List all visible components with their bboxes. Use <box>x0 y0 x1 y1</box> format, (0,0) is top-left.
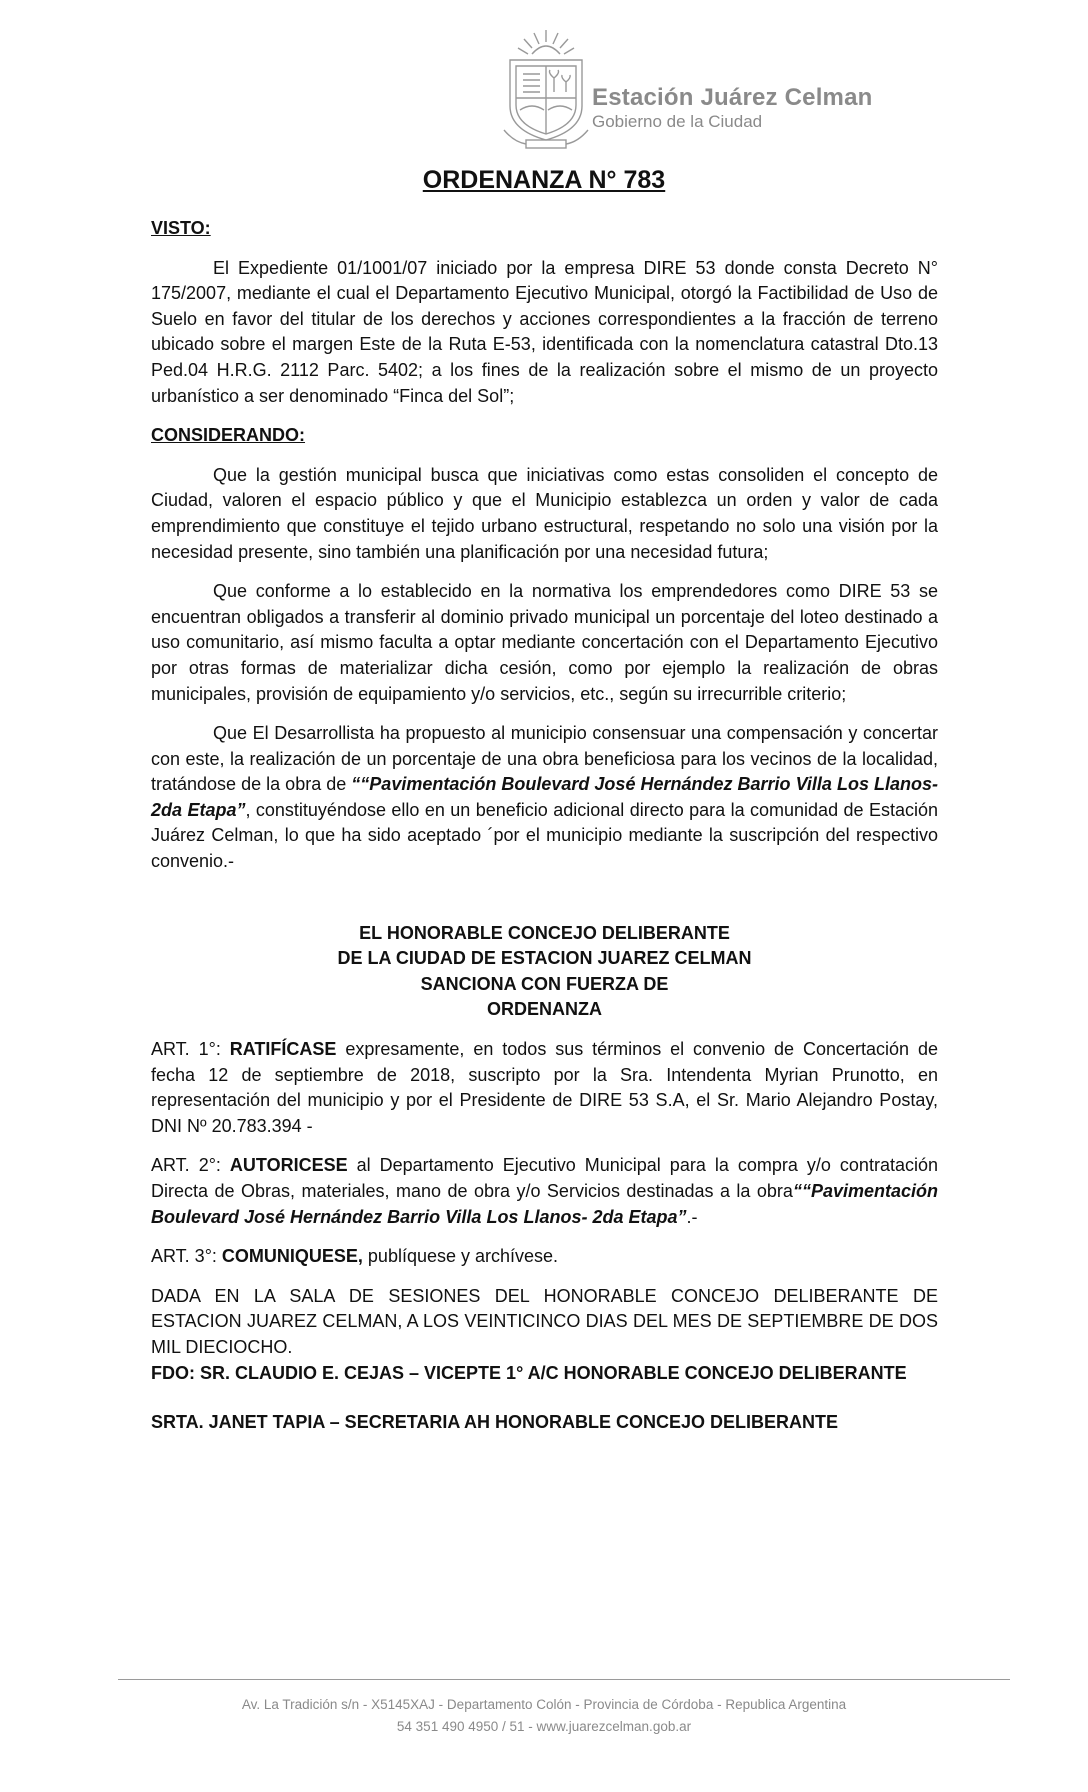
considerando-heading: CONSIDERANDO: <box>151 425 306 446</box>
considerando-p3-end: , constituyéndose ello en un beneficio adicional directo para la comunidad de Estación Juárez Celman, lo que ha sido aceptado ´por el municipio mediante la suscripción del respectivo convenio.- <box>151 799 938 872</box>
article-2-label: ART. 2°: <box>151 1155 230 1176</box>
signature-secretary: SRTA. JANET TAPIA – SECRETARIA AH HONORABLE CONCEJO DELIBERANTE <box>151 1412 839 1433</box>
sanciona-line-3: SANCIONA CON FUERZA DE <box>420 973 669 994</box>
letterhead <box>496 26 873 156</box>
document-title: ORDENANZA N° 783 <box>422 166 666 194</box>
article-2 <box>151 1153 938 1230</box>
article-1-label: ART. 1°: <box>151 1039 230 1060</box>
sanciona-line-1: EL HONORABLE CONCEJO DELIBERANTE <box>359 922 730 943</box>
coat-of-arms-icon <box>496 26 596 154</box>
sanciona-block <box>151 921 938 1023</box>
org-name: Estación Juárez Celman <box>592 84 873 111</box>
sanciona-line-4: ORDENANZA <box>487 999 602 1020</box>
considerando-p3-work-name: ““Pavimentación Boulevard José Hernández Barrio Villa Los Llanos- 2da Etapa” <box>151 774 938 820</box>
article-1 <box>151 1037 938 1139</box>
footer-divider <box>118 1679 1010 1680</box>
visto-heading: VISTO: <box>151 218 211 238</box>
article-1-text: expresamente, en todos sus términos el convenio de Concertación de fecha 12 de septiembre de 2018, suscripto por la Sra. Intendenta Myrian Prunotto, en representación del municipio y por el Presidente de DIRE 53 S.A, el Sr. Mario Alejandro Postay, DNI Nº 20.783.394 - <box>151 1039 938 1136</box>
article-3-label: ART. 3°: <box>151 1246 222 1267</box>
article-3-verb: COMUNIQUESE, <box>221 1246 363 1267</box>
footer-contact: 54 351 490 4950 / 51 - www.juarezcelman.gob.ar <box>396 1719 692 1734</box>
article-3-text: publíquese y archívese. <box>362 1246 559 1267</box>
document-body <box>151 216 938 1436</box>
dada-paragraph: DADA EN LA SALA DE SESIONES DEL HONORABLE CONCEJO DELIBERANTE DE ESTACION JUAREZ CELMAN, A LOS VEINTICINCO DIAS DEL MES DE SEPTIEMBRE DE DOS MIL DIECIOCHO. <box>151 1285 938 1357</box>
footer-address: Av. La Tradición s/n - X5145XAJ - Departamento Colón - Provincia de Córdoba - Republica Argentina <box>241 1697 847 1712</box>
article-2-end: .- <box>686 1206 698 1227</box>
visto-paragraph: El Expediente 01/1001/07 iniciado por la empresa DIRE 53 donde consta Decreto N° 175/2007, mediante el cual el Departamento Ejecutivo Municipal, otorgó la Factibilidad de Uso de Suelo en favor del titular de los derechos y acciones correspondientes a la fracción de terreno ubicado sobre el margen Este de la Ruta E-53, identificada con la nomenclatura catastral Dto.13 Ped.04 H.R.G. 2112 Parc. 5402; a los fines de la realización sobre el mismo de un proyecto urbanístico a ser denominado “Finca del Sol”; <box>151 257 938 406</box>
article-1-verb: RATIFÍCASE <box>229 1039 337 1060</box>
article-2-verb: AUTORICESE <box>229 1155 348 1176</box>
article-2-text: al Departamento Ejecutivo Municipal para la compra y/o contratación Directa de Obras, materiales, mano de obra y/o Servicios destinadas a la obra <box>151 1155 938 1201</box>
sanciona-line-2: DE LA CIUDAD DE ESTACION JUAREZ CELMAN <box>337 948 752 969</box>
considerando-paragraph-3 <box>151 721 938 875</box>
article-2-work-name: ““Pavimentación Boulevard José Hernández Barrio Villa Los Llanos- 2da Etapa” <box>151 1181 938 1227</box>
considerando-p3-text: Que El Desarrollista ha propuesto al municipio consensuar una compensación y concertar con este, la realización de un porcentaje de una obra beneficiosa para los vecinos de la localidad, tratándose de la obra de <box>151 723 938 795</box>
signature-fdo: FDO: SR. CLAUDIO E. CEJAS – VICEPTE 1° A/C HONORABLE CONCEJO DELIBERANTE <box>151 1362 907 1383</box>
article-3 <box>151 1244 938 1270</box>
considerando-paragraph-1: Que la gestión municipal busca que iniciativas como estas consoliden el concepto de Ciudad, valoren el espacio público y que el Municipio establezca un orden y valor de cada emprendimiento que constituye el tejido urbano estructural, respetando no solo una visión por la necesidad presente, sino también una planificación por una necesidad futura; <box>151 464 938 562</box>
org-subtitle: Gobierno de la Ciudad <box>592 112 763 131</box>
considerando-paragraph-2: Que conforme a lo establecido en la normativa los emprendedores como DIRE 53 se encuentran obligados a transferir al dominio privado municipal un porcentaje del loteo destinado a uso comunitario, así mismo faculta a optar mediante concertación con el Departamento Ejecutivo por otras formas de materializar dicha cesión, como por ejemplo la realización de obras municipales, provisión de equipamiento y/o servicios, etc., según su irrecurrible criterio; <box>151 581 938 704</box>
